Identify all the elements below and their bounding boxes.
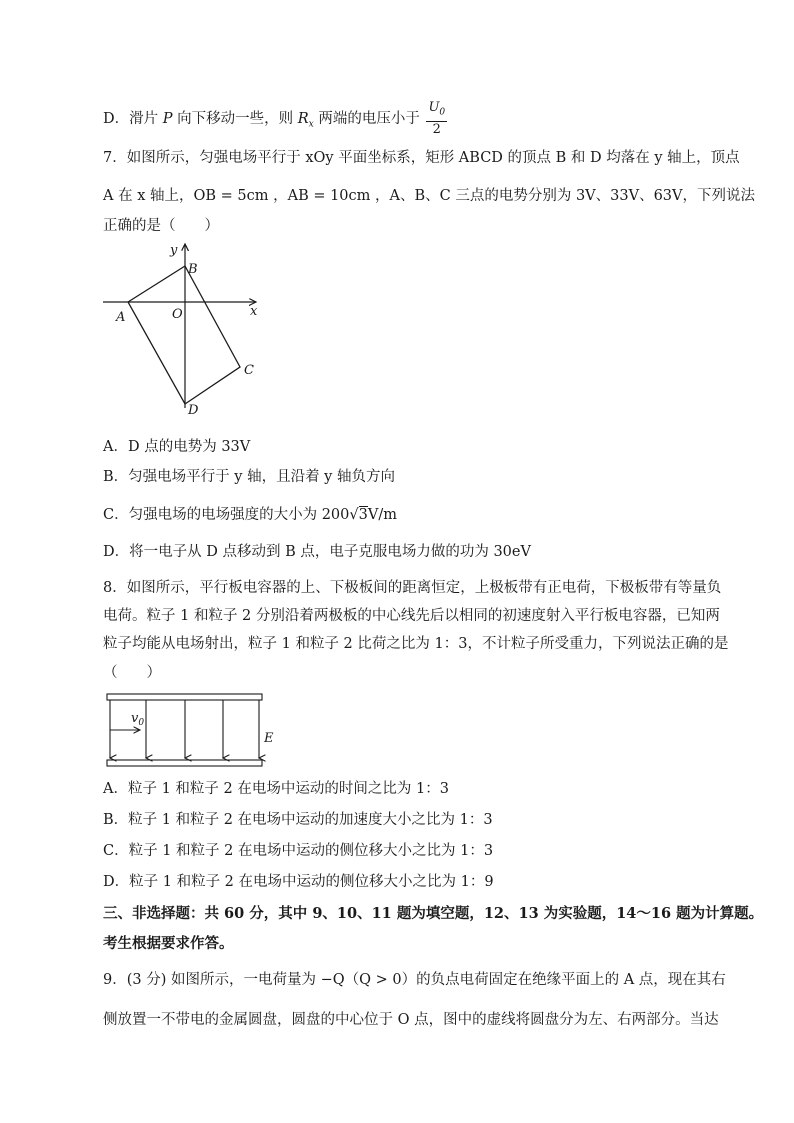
q7-option-b: B．匀强电场平行于 y 轴，且沿着 y 轴负方向 [103, 469, 395, 485]
q9-stem-line2: 侧放置一不带电的金属圆盘，圆盘的中心位于 O 点，图中的虚线将圆盘分为左、右两部分。当达 [103, 1012, 719, 1028]
fraction-u0-over-2 [426, 100, 447, 138]
q6-option-d-mid: 向下移动一些，则 [172, 110, 298, 127]
label-v0: $v_0$ [131, 711, 145, 728]
lower-plate [107, 760, 262, 766]
q8-stem-line3: 粒子均能从电场射出，粒子 1 和粒子 2 比荷之比为 1：3，不计粒子所受重力，下列说法正确的是 [103, 636, 729, 652]
label-x: x [250, 304, 258, 319]
q8-stem-line4: （ ） [103, 665, 161, 681]
label-b: B [188, 262, 198, 277]
q8-capacitor-figure [104, 690, 276, 774]
fraction-denominator: 2 [432, 121, 441, 137]
q7-option-c-prefix: C．匀强电场的电场强度的大小为 200 [103, 507, 350, 523]
q8-option-b: B．粒子 1 和粒子 2 在电场中运动的加速度大小之比为 1：3 [103, 812, 493, 828]
section3-heading-line1: 三、非选择题：共 60 分，其中 9、10、11 题为填空题，12、13 为实验题，14～16 题为计算题。 [103, 905, 764, 922]
upper-plate [107, 694, 262, 700]
q7-stem-line3: 正确的是（ ） [103, 218, 219, 234]
q7-option-a: A．D 点的电势为 33V [103, 439, 251, 455]
q6-option-d-mid2: 两端的电压小于 [313, 110, 425, 127]
q8-option-d: D．粒子 1 和粒子 2 在电场中运动的侧位移大小之比为 1：9 [103, 874, 494, 890]
rectangle-abcd [128, 266, 240, 404]
variable-r: R [297, 110, 309, 127]
q8-option-c: C．粒子 1 和粒子 2 在电场中运动的侧位移大小之比为 1：3 [103, 843, 494, 859]
q6-option-d [103, 100, 447, 138]
q7-option-c [103, 505, 397, 525]
label-y: y [170, 243, 178, 258]
variable-p: P [162, 110, 173, 127]
q8-stem-line1: 8．如图所示，平行板电容器的上、下极板间的距离恒定，上极板带有正电荷，下极板带有等量负 [103, 580, 722, 596]
sqrt-radicand: 3 [358, 507, 368, 523]
label-e: E [264, 731, 274, 746]
sqrt-sign: √ [349, 507, 359, 523]
fraction-numerator-subscript: 0 [439, 107, 446, 118]
fraction-numerator: U [428, 100, 440, 115]
label-o: O [172, 307, 183, 322]
variable-r-subscript: x [308, 119, 314, 130]
q7-option-c-unit: V/m [367, 507, 397, 523]
section3-heading-line2: 考生根据要求作答。 [103, 935, 234, 952]
label-d: D [188, 403, 199, 418]
q9-stem-line1: 9．(3 分) 如图所示，一电荷量为 −Q（Q > 0）的负点电荷固定在绝缘平面上的 A 点，现在其右 [103, 972, 726, 988]
q8-stem-line2: 电荷。粒子 1 和粒子 2 分别沿着两极板的中心线先后以相同的初速度射入平行板电容器，已知两 [103, 608, 720, 624]
label-a: A [116, 310, 126, 325]
label-c: C [244, 363, 254, 378]
q7-rectangle-figure [98, 238, 268, 428]
q8-option-a: A．粒子 1 和粒子 2 在电场中运动的时间之比为 1：3 [103, 781, 449, 797]
q7-stem-line1: 7．如图所示，匀强电场平行于 xOy 平面坐标系，矩形 ABCD 的顶点 B 和 D 均落在 y 轴上，顶点 [103, 150, 740, 166]
q7-stem-line2: A 在 x 轴上，OB = 5cm ，AB = 10cm ，A、B、C 三点的电势分别为 3V、33V、63V，下列说法 [103, 188, 755, 204]
q7-option-d: D．将一电子从 D 点移动到 B 点，电子克服电场力做的功为 30eV [103, 544, 531, 560]
q6-option-d-prefix: D．滑片 [103, 110, 163, 127]
